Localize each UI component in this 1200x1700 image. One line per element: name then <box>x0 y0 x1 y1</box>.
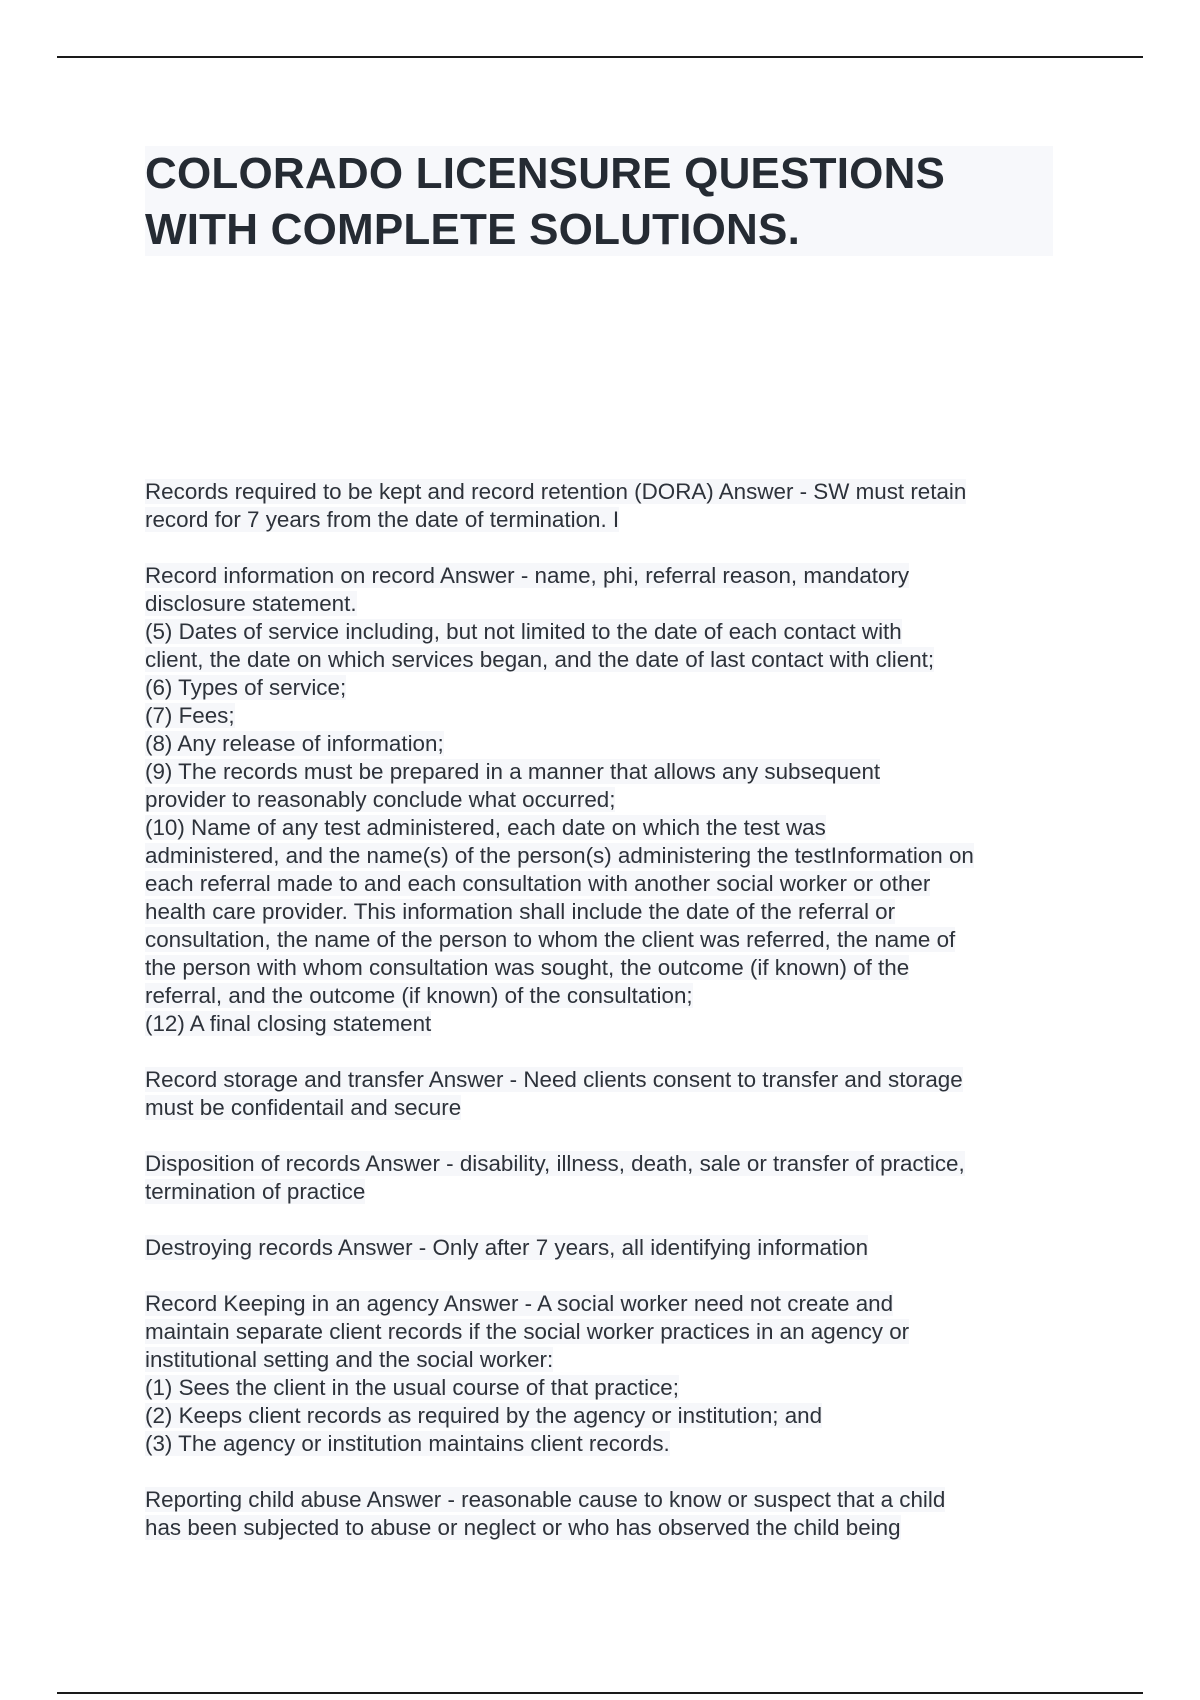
title-line-1: COLORADO LICENSURE QUESTIONS <box>145 149 946 198</box>
qa-line-text: (10) Name of any test administered, each date on which the test was <box>145 815 826 840</box>
qa-line-text: (12) A final closing statement <box>145 1011 432 1036</box>
qa-line-text: Record information on record Answer - name, phi, referral reason, mandatory <box>145 563 910 588</box>
qa-line <box>145 702 1065 730</box>
qa-line-text: must be confidentail and secure <box>145 1095 462 1120</box>
qa-line <box>145 618 1065 646</box>
qa-entry <box>145 1150 1065 1206</box>
qa-line <box>145 870 1065 898</box>
title-line-2: WITH COMPLETE SOLUTIONS. <box>145 205 801 254</box>
qa-line <box>145 898 1065 926</box>
qa-line <box>145 1178 1065 1206</box>
qa-line <box>145 1318 1065 1346</box>
qa-line-text: institutional setting and the social worker: <box>145 1347 554 1372</box>
qa-line <box>145 1150 1065 1178</box>
document-title <box>145 146 1053 256</box>
qa-line <box>145 1430 1065 1458</box>
qa-line <box>145 590 1065 618</box>
qa-line-text: Reporting child abuse Answer - reasonable cause to know or suspect that a child <box>145 1487 946 1512</box>
qa-line-text: Disposition of records Answer - disability, illness, death, sale or transfer of practice, <box>145 1151 965 1176</box>
qa-line-text: client, the date on which services began, and the date of last contact with client; <box>145 647 935 672</box>
qa-line-text: has been subjected to abuse or neglect or who has observed the child being <box>145 1515 901 1540</box>
qa-line <box>145 1402 1065 1430</box>
qa-line <box>145 758 1065 786</box>
qa-line <box>145 982 1065 1010</box>
qa-line <box>145 1066 1065 1094</box>
qa-line <box>145 786 1065 814</box>
qa-line <box>145 646 1065 674</box>
qa-line-text: maintain separate client records if the social worker practices in an agency or <box>145 1319 910 1344</box>
qa-line-text: (2) Keeps client records as required by the agency or institution; and <box>145 1403 823 1428</box>
qa-line-text: health care provider. This information shall include the date of the referral or <box>145 899 896 924</box>
qa-line-text: consultation, the name of the person to whom the client was referred, the name of <box>145 927 956 952</box>
qa-line-text: (9) The records must be prepared in a manner that allows any subsequent <box>145 759 881 784</box>
qa-line-text: (1) Sees the client in the usual course of that practice; <box>145 1375 679 1400</box>
qa-line <box>145 674 1065 702</box>
qa-line <box>145 1346 1065 1374</box>
qa-line <box>145 1234 1065 1262</box>
qa-line-text: Records required to be kept and record retention (DORA) Answer - SW must retain <box>145 479 967 504</box>
qa-line <box>145 506 1065 534</box>
qa-line-text: provider to reasonably conclude what occurred; <box>145 787 616 812</box>
qa-line <box>145 954 1065 982</box>
qa-line <box>145 1094 1065 1122</box>
qa-line <box>145 1010 1065 1038</box>
qa-line-text: disclosure statement. <box>145 591 357 616</box>
qa-line <box>145 1486 1065 1514</box>
bottom-rule <box>57 1692 1143 1694</box>
qa-line-text: (6) Types of service; <box>145 675 347 700</box>
qa-line <box>145 926 1065 954</box>
qa-line-text: (3) The agency or institution maintains client records. <box>145 1431 670 1456</box>
qa-entry <box>145 1486 1065 1542</box>
top-rule <box>57 56 1143 58</box>
qa-line-text: the person with whom consultation was sought, the outcome (if known) of the <box>145 955 910 980</box>
qa-line <box>145 842 1065 870</box>
qa-line-text: administered, and the name(s) of the person(s) administering the testInformation on <box>145 843 974 868</box>
qa-entry <box>145 562 1065 1038</box>
qa-line-text: Record storage and transfer Answer - Need clients consent to transfer and storage <box>145 1067 963 1092</box>
qa-entry <box>145 478 1065 534</box>
qa-line <box>145 1290 1065 1318</box>
qa-entry <box>145 1066 1065 1122</box>
qa-line <box>145 562 1065 590</box>
qa-line-text: (5) Dates of service including, but not limited to the date of each contact with <box>145 619 902 644</box>
qa-content <box>145 478 1065 1570</box>
qa-line-text: termination of practice <box>145 1179 366 1204</box>
qa-line-text: each referral made to and each consultation with another social worker or other <box>145 871 931 896</box>
qa-line-text: Record Keeping in an agency Answer - A social worker need not create and <box>145 1291 894 1316</box>
qa-line-text: record for 7 years from the date of termination. I <box>145 507 620 532</box>
qa-line <box>145 478 1065 506</box>
qa-line-text: Destroying records Answer - Only after 7 years, all identifying information <box>145 1235 869 1260</box>
qa-line <box>145 730 1065 758</box>
qa-line <box>145 1374 1065 1402</box>
qa-line-text: (7) Fees; <box>145 703 235 728</box>
qa-line <box>145 814 1065 842</box>
qa-line <box>145 1514 1065 1542</box>
qa-entry <box>145 1234 1065 1262</box>
qa-line-text: referral, and the outcome (if known) of the consultation; <box>145 983 693 1008</box>
qa-entry <box>145 1290 1065 1458</box>
qa-line-text: (8) Any release of information; <box>145 731 444 756</box>
